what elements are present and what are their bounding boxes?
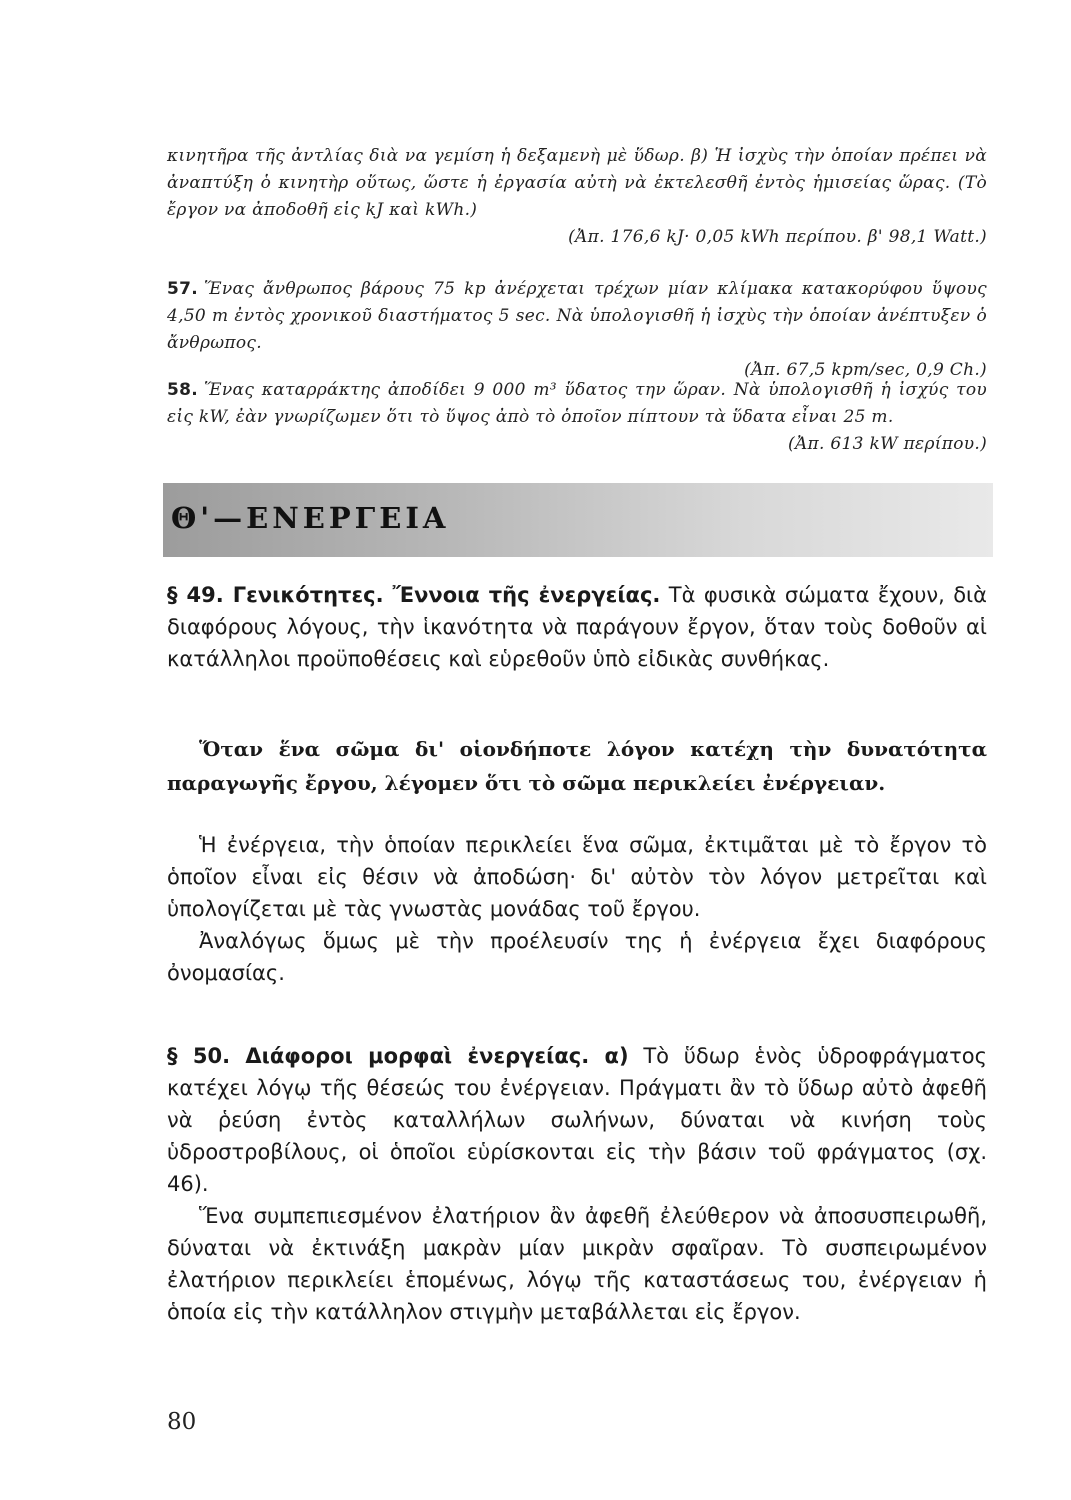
- section-50-paragraph-1: Τὸ ὕδωρ ἑνὸς ὑδροφράγματος κατέχει λόγῳ τῆς θέσεώς του ἐνέργειαν. Πράγματι ἂν τὸ ὕδωρ αὐτὸ ἀφεθῆ νὰ ῥεύση ἐντὸς καταλλήλων σωλήνων, δύναται νὰ κινήση τοὺς ὑδροστροβίλους, οἱ ὁποῖοι εὑρίσκονται εἰς τὴν βάσιν τοῦ φράγματος (σχ. 46).: [167, 1044, 987, 1196]
- previous-exercise-answer: (Ἀπ. 176,6 kJ· 0,05 kWh περίπου. β' 98,1 Watt.): [568, 227, 987, 247]
- energy-definition-text: Ὅταν ἕνα σῶμα δι' οἱονδήποτε λόγον κατέχη τὴν δυνατότητα παραγωγῆς ἔργου, λέγομεν ὅτι τὸ σῶμα περικλείει ἐνέργειαν.: [167, 737, 987, 795]
- exercise-58-answer-row: [167, 431, 987, 458]
- previous-exercise: [167, 143, 987, 251]
- exercise-58-answer: (Ἀπ. 613 kW περίπου.): [788, 434, 987, 454]
- previous-exercise-answer-row: [167, 224, 987, 251]
- section-49-paragraph-1: Τὰ φυσικὰ σώματα ἔχουν, διὰ διαφόρους λόγους, τὴν ἱκανότητα νὰ παράγουν ἔργον, ὅταν τοὺς δοθοῦν αἱ κατάλληλοι προϋποθέσεις καὶ εὑρεθοῦν ὑπὸ εἰδικὰς συνθήκας.: [167, 583, 988, 671]
- exercise-58: [167, 377, 987, 458]
- section-49-heading: § 49. Γενικότητες. Ἔννοια τῆς ἐνεργείας.: [167, 583, 661, 607]
- section-49-paragraph-3: Ἀναλόγως ὅμως μὲ τὴν προέλευσίν της ἡ ἐνέργεια ἔχει διαφόρους ὀνομασίας.: [167, 929, 987, 985]
- exercise-57-text: Ἕνας ἄνθρωπος βάρους 75 kp ἀνέρχεται τρέχων μίαν κλίμακα κατακορύφου ὕψους 4,50 m ἐντὸς χρονικοῦ διαστήματος 5 sec. Νὰ ὑπολογισθῆ ἡ ἰσχὺς τὴν ὁποίαν ἀνέπτυξεν ὁ ἄνθρωπος.: [167, 279, 987, 353]
- page-number: 80: [167, 1409, 197, 1435]
- section-50-heading: § 50. Διάφοροι μορφαὶ ἐνεργείας. α): [167, 1044, 629, 1068]
- exercise-57: [167, 276, 987, 384]
- chapter-title: Θ'—ΕΝΕΡΓΕΙΑ: [171, 501, 450, 535]
- section-49-continued: [167, 829, 987, 989]
- exercise-58-text: Ἕνας καταρράκτης ἀποδίδει 9 000 m³ ὕδατος την ὥραν. Νὰ ὑπολογισθῆ ἡ ἰσχύς του εἰς kW, ἐὰν γνωρίζωμεν ὅτι τὸ ὕψος ἀπὸ τὸ ὁποῖον πίπτουν τὰ ὕδατα εἶναι 25 m.: [167, 380, 987, 427]
- exercise-57-number: 57.: [167, 279, 199, 299]
- section-50: [167, 1040, 987, 1328]
- exercise-57-answer: (Ἀπ. 67,5 kpm/sec, 0,9 Ch.): [744, 360, 987, 380]
- section-49-paragraph-2: Ἡ ἐνέργεια, τὴν ὁποίαν περικλείει ἕνα σῶμα, ἐκτιμᾶται μὲ τὸ ἔργον τὸ ὁποῖον εἶναι εἰς θέσιν νὰ ἀποδώση· δι' αὐτὸν τὸν λόγον μετρεῖται καὶ ὑπολογίζεται μὲ τὰς γνωστὰς μονάδας τοῦ ἔργου.: [167, 833, 987, 921]
- section-50-paragraph-2: Ἕνα συμπεπιεσμένον ἐλατήριον ἂν ἀφεθῆ ἐλεύθερον νὰ ἀποσυσπειρωθῆ, δύναται νὰ ἐκτινάξη μακρὰν μίαν μικρὰν σφαῖραν. Τὸ συσπειρωμένον ἐλατήριον περικλείει ἑπομένως, λόγῳ τῆς καταστάσεως του, ἐνέργειαν ἡ ὁποία εἰς τὴν κατάλληλον στιγμὴν μεταβάλλεται εἰς ἔργον.: [167, 1204, 987, 1324]
- previous-exercise-text: κινητῆρα τῆς ἀντλίας διὰ να γεμίση ἡ δεξαμενὴ μὲ ὕδωρ. β) Ἡ ἰσχὺς τὴν ὁποίαν πρέπει νὰ ἀναπτύξη ὁ κινητὴρ οὕτως, ὥστε ἡ ἐργασία αὐτὴ νὰ ἐκτελεσθῆ ἐντὸς ἡμισείας ὥρας. (Τὸ ἔργον να ἀποδοθῆ εἰς kJ καὶ kWh.): [167, 146, 987, 220]
- chapter-banner: [163, 483, 993, 557]
- exercise-58-number: 58.: [167, 380, 199, 400]
- section-49: [167, 579, 987, 675]
- energy-definition: [167, 732, 987, 800]
